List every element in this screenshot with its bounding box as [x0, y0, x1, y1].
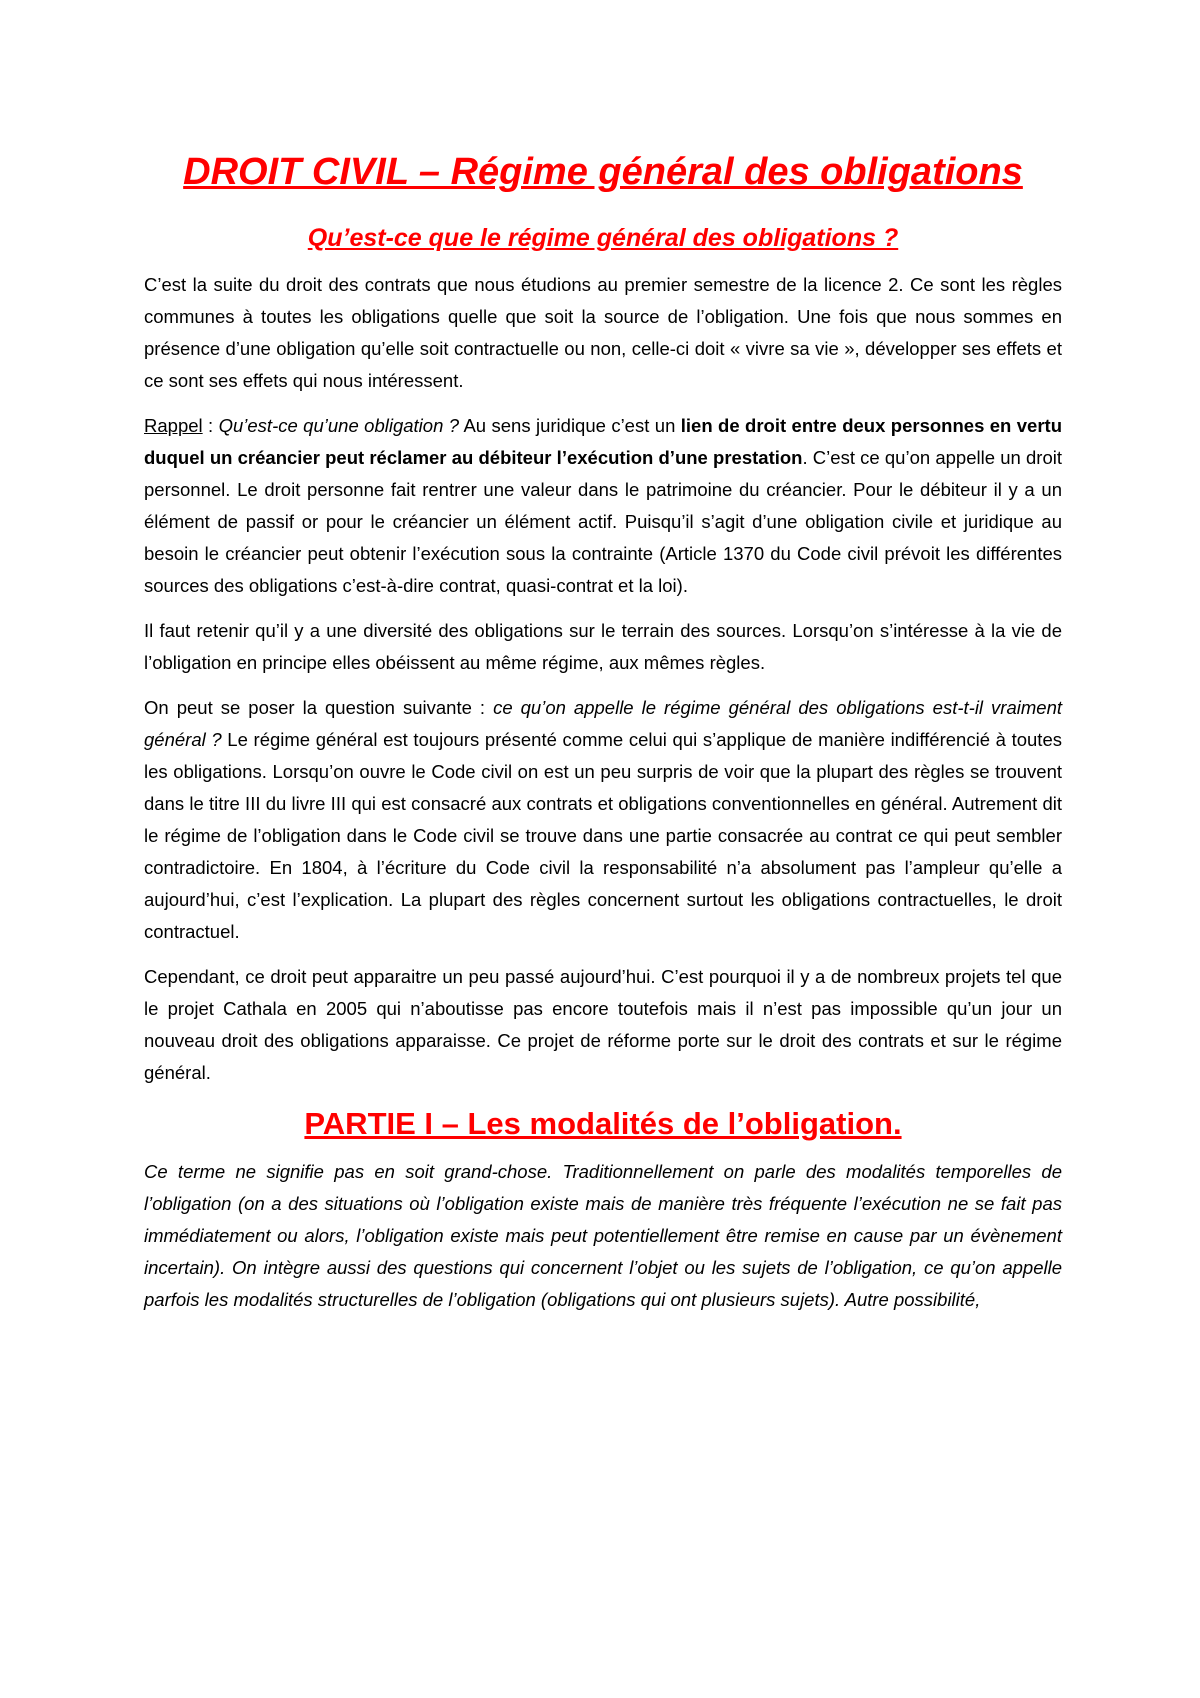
- rappel-label: Rappel: [144, 415, 203, 436]
- rappel-definition: lien de droit entre deux personnes en vertu duquel un créancier peut réclamer au débiteur l’exécution d’une prestation: [144, 415, 1063, 468]
- question-text-2: Le régime général est toujours présenté comme celui qui s’applique de manière indifférencié à toutes les obligations. Lorsqu’on ouvre le Code civil on est un peu surpris de voir que la plupart des règles se trouvent dans le titre III du livre III qui est consacré aux contrats et obligations conventionnelles en général. Autrement dit le régime de l’obligation dans le Code civil se trouve dans une partie consacrée au contrat ce qui peut sembler contradictoire. En 1804, à l’écriture du Code civil la responsabilité n’a absolument pas l’ampleur qu’elle a aujourd’hui, c’est l’explication. La plupart des règles concernent surtout les obligations contractuelles, le droit contractuel.: [144, 729, 1062, 942]
- rappel-text-1: Au sens juridique c’est un: [459, 415, 681, 436]
- document-subtitle: Qu’est-ce que le régime général des obligations ?: [307, 224, 899, 252]
- document-title: DROIT CIVIL – Régime général des obligations: [183, 151, 1023, 193]
- rappel-text-2: . C’est ce qu’on appelle un droit personnel. Le droit personne fait rentrer une valeur dans le patrimoine du créancier. Pour le débiteur il y a un élément de passif or pour le créancier un élément actif. Puisqu’il s’agit d’une obligation civile et juridique au besoin le créancier peut obtenir l’exécution sous la contrainte (Article 1370 du Code civil prévoit les différentes sources des obligations c’est-à-dire contrat, quasi-contrat et la loi).: [144, 447, 1062, 596]
- paragraph-reforme: Cependant, ce droit peut apparaitre un peu passé aujourd’hui. C’est pourquoi il y a de nombreux projets tel que le projet Cathala en 2005 qui n’aboutisse pas encore toutefois mais il n’est pas impossible qu’un jour un nouveau droit des obligations apparaisse. Ce projet de réforme porte sur le droit des contrats et sur le régime général.: [144, 966, 1062, 1083]
- part-1-title: PARTIE I – Les modalités de l’obligation.: [304, 1106, 902, 1141]
- rappel-question: Qu’est-ce qu’une obligation ?: [218, 415, 460, 436]
- paragraph-diversite: Il faut retenir qu’il y a une diversité des obligations sur le terrain des sources. Lorsqu’on s’intéresse à la vie de l’obligation en principe elles obéissent au même régime, aux mêmes règles.: [144, 620, 1062, 673]
- paragraph-question: [144, 692, 1062, 948]
- document-page: [144, 140, 1062, 1329]
- rappel-separator: :: [202, 415, 219, 436]
- paragraph-rappel: [144, 410, 1062, 602]
- question-italic: ce qu’on appelle le régime général des obligations est-t-il vraiment général ?: [144, 697, 1062, 750]
- paragraph-intro: C’est la suite du droit des contrats que nous étudions au premier semestre de la licence 2. Ce sont les règles communes à toutes les obligations quelle que soit la source de l’obligation. Une fois que nous sommes en présence d’une obligation qu’elle soit contractuelle ou non, celle-ci doit « vivre sa vie », développer ses effets et ce sont ses effets qui nous intéressent.: [144, 274, 1062, 391]
- question-text-1: On peut se poser la question suivante :: [144, 697, 494, 718]
- paragraph-modalites: Ce terme ne signifie pas en soit grand-chose. Traditionnellement on parle des modalités temporelles de l’obligation (on a des situations où l’obligation existe mais de manière très fréquente l’exécution ne se fait pas immédiatement ou alors, l’obligation existe mais peut potentiellement être remise en cause par un évènement incertain). On intègre aussi des questions qui concernent l’objet ou les sujets de l’obligation, ce qu’on appelle parfois les modalités structurelles de l’obligation (obligations qui ont plusieurs sujets). Autre possibilité,: [144, 1161, 1062, 1310]
